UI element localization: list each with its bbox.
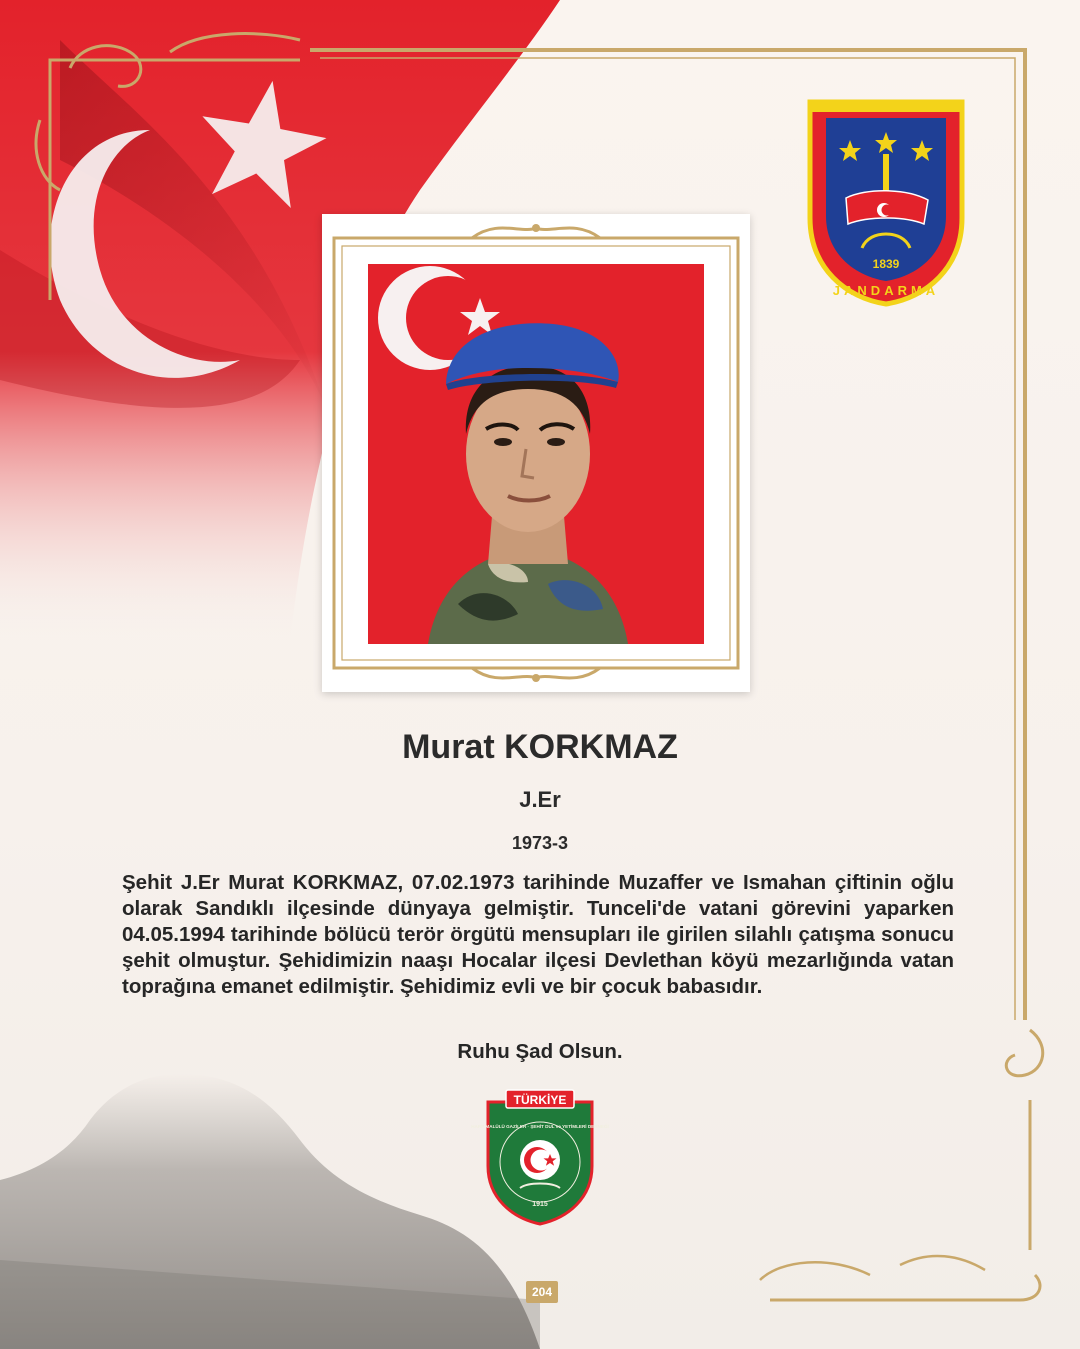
association-country: TÜRKİYE [513, 1093, 567, 1107]
person-rank: J.Er [519, 787, 561, 812]
jandarma-emblem [806, 98, 966, 308]
person-class: 1973-3 [511, 833, 569, 853]
jandarma-year: 1839 [872, 257, 900, 271]
biography-text: Şehit J.Er Murat KORKMAZ, 07.02.1973 tarihinde Muzaffer ve Ismahan çiftinin oğlu olarak Sandıklı ilçesinde dünyaya gelmiştir. Tunceli'de vatani görevini yaparken 04.05.1994 tarihinde bölücü terör örgütü mensupları ile girilen silahlı çatışma sonucu şehit olmuştur. Şehidimizin naaşı Hocalar ilçesi Devlethan köyü mezarlığında vatan toprağına emanet edilmiştir. Şehidimiz evli ve bir çocuk babasıdır. [122, 871, 954, 998]
castle-silhouette [0, 1074, 540, 1349]
jandarma-label: JANDARMA [832, 283, 940, 298]
association-ring-text: HARP MALÜLÜ GAZİLER · ŞEHİT DUL ve YETİMLERİ DERNEĞİ [471, 1124, 609, 1129]
portrait-frame [322, 214, 750, 692]
portrait-illustration [368, 264, 704, 644]
person-name: Murat KORKMAZ [402, 728, 678, 766]
association-emblem [471, 1088, 609, 1228]
page-number: 204 [526, 1281, 558, 1303]
association-year: 1915 [532, 1201, 548, 1208]
portrait-photo [368, 264, 704, 644]
prayer-text: Ruhu Şad Olsun. [457, 1040, 623, 1063]
